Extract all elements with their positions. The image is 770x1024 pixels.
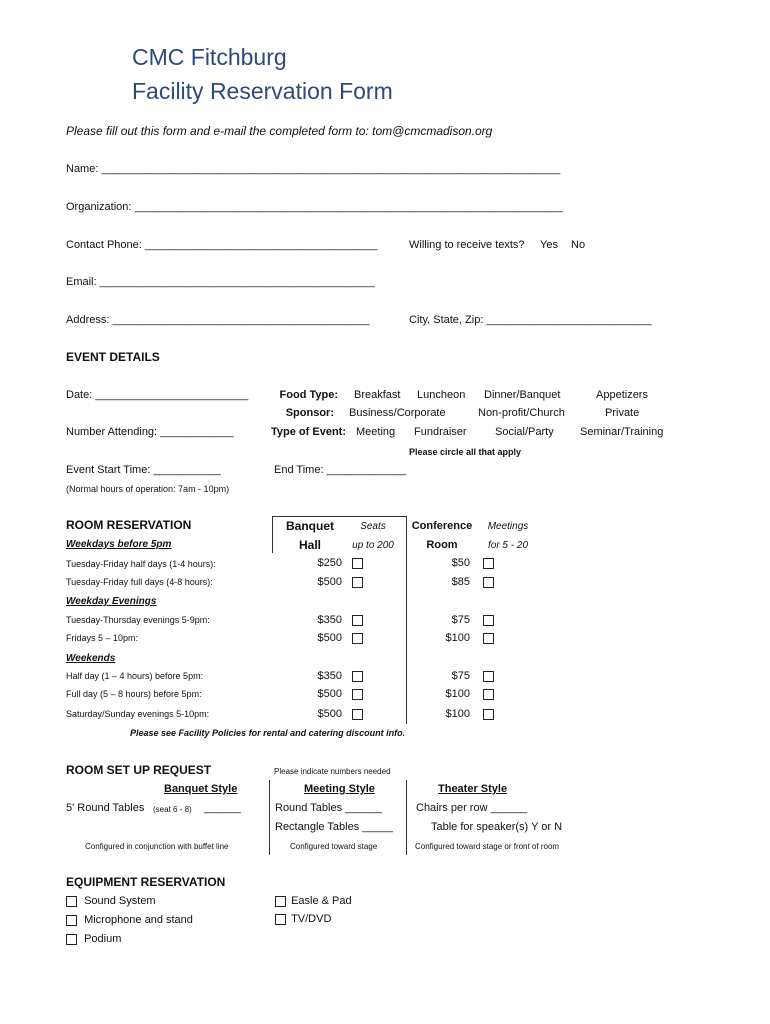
meeting-style-heading: Meeting Style	[304, 783, 375, 795]
banquet-price: $250	[317, 557, 342, 569]
sponsor-option-private[interactable]: Private	[605, 407, 640, 419]
policy-note: Please see Facility Policies for rental and catering discount info.	[130, 728, 406, 738]
rate-row-label: Half day (1 – 4 hours) before 5pm:	[66, 671, 204, 681]
conference-price: $100	[445, 632, 470, 644]
email-field[interactable]: Email: _____________________________________________	[66, 276, 375, 288]
checkbox[interactable]	[66, 915, 77, 926]
form-title: CMC Fitchburg	[132, 44, 287, 70]
conference-checkbox[interactable]	[483, 671, 494, 682]
banquet-price: $500	[317, 708, 342, 720]
conference-price: $75	[451, 670, 470, 682]
banquet-price: $500	[317, 576, 342, 588]
conference-price: $100	[445, 708, 470, 720]
food-type-label: Food Type:	[279, 389, 338, 401]
rate-row-label: Tuesday-Thursday evenings 5-9pm:	[66, 615, 210, 625]
round-tables-label: 5' Round Tables	[66, 802, 145, 814]
type-option-meeting[interactable]: Meeting	[356, 426, 396, 438]
weekdays-heading: Weekdays before 5pm	[66, 539, 172, 550]
setup-divider-right	[406, 780, 407, 855]
theater-config-note: Configured toward stage or front of room	[415, 842, 560, 851]
speaker-table-field[interactable]: Table for speaker(s) Y or N	[431, 821, 563, 833]
equipment-item-sound-system[interactable]	[66, 895, 156, 907]
address-field[interactable]: Address: __________________________________________	[66, 314, 370, 326]
banquet-seats-label-2: up to 200	[352, 540, 394, 551]
equipment-label: TV/DVD	[291, 913, 332, 925]
form-subtitle: Facility Reservation Form	[132, 78, 393, 104]
banquet-checkbox[interactable]	[352, 577, 363, 588]
equipment-label: Sound System	[84, 895, 156, 907]
type-option-social[interactable]: Social/Party	[495, 426, 554, 438]
number-attending-field[interactable]: Number Attending: ____________	[66, 426, 234, 438]
setup-divider-left	[269, 780, 270, 855]
banquet-price: $500	[317, 632, 342, 644]
checkbox[interactable]	[275, 914, 286, 925]
room-setup-heading: ROOM SET UP REQUEST	[66, 763, 212, 777]
banquet-checkbox[interactable]	[352, 671, 363, 682]
checkbox[interactable]	[275, 896, 286, 907]
checkbox[interactable]	[66, 896, 77, 907]
rate-row-label: Fridays 5 – 10pm:	[66, 633, 139, 643]
sponsor-option-nonprofit[interactable]: Non-profit/Church	[478, 407, 565, 419]
type-option-seminar[interactable]: Seminar/Training	[580, 426, 664, 438]
weekday-evenings-heading: Weekday Evenings	[66, 596, 157, 607]
banquet-hall-label-2: Hall	[298, 538, 321, 552]
round-tables-seat-note: (seat 6 - 8)	[153, 805, 192, 814]
equipment-item-microphone[interactable]	[66, 914, 193, 926]
instruction-text: Please fill out this form and e-mail the completed form to: tom@cmcmadison.org	[66, 124, 493, 138]
equipment-label: Podium	[84, 933, 122, 945]
texts-yes-option[interactable]: Yes	[540, 239, 558, 251]
banquet-header-left-rule	[272, 516, 273, 553]
conference-meetings-label-2: for 5 - 20	[487, 540, 529, 551]
equipment-item-podium[interactable]	[66, 933, 121, 945]
banquet-price: $350	[317, 614, 342, 626]
banquet-hall-label-1: Banquet	[286, 519, 334, 533]
equipment-heading: EQUIPMENT RESERVATION	[66, 875, 226, 889]
weekends-heading: Weekends	[66, 653, 116, 664]
meeting-round-tables-field[interactable]: Round Tables ______	[275, 802, 382, 814]
banquet-checkbox[interactable]	[352, 615, 363, 626]
rate-row-label: Tuesday-Friday full days (4-8 hours):	[66, 577, 213, 587]
food-option-breakfast[interactable]: Breakfast	[354, 389, 401, 401]
contact-phone-field[interactable]: Contact Phone: ______________________________________	[66, 239, 378, 251]
conference-meetings-label-1: Meetings	[487, 521, 529, 532]
conference-checkbox[interactable]	[483, 709, 494, 720]
event-type-label: Type of Event:	[271, 426, 346, 438]
conference-room-label-2: Room	[426, 539, 458, 551]
texts-label: Willing to receive texts?	[409, 239, 525, 251]
banquet-checkbox[interactable]	[352, 709, 363, 720]
conference-checkbox[interactable]	[483, 633, 494, 644]
banquet-style-heading: Banquet Style	[164, 783, 238, 795]
equipment-label: Microphone and stand	[84, 914, 193, 926]
rate-row-label: Full day (5 – 8 hours) before 5pm:	[66, 689, 202, 699]
theater-style-heading: Theater Style	[438, 783, 508, 795]
meeting-config-note: Configured toward stage	[290, 842, 378, 851]
equipment-item-tv-dvd[interactable]	[275, 913, 331, 925]
numbers-note: Please indicate numbers needed	[274, 767, 391, 776]
end-time-field[interactable]: End Time: _____________	[274, 464, 407, 476]
banquet-config-note: Configured in conjunction with buffet line	[85, 842, 229, 851]
banquet-seats-label-1: Seats	[360, 521, 386, 532]
name-field[interactable]: Name: ___________________________________________________________________________	[66, 163, 561, 175]
round-tables-quantity-field[interactable]: ______	[204, 802, 241, 814]
city-state-zip-field[interactable]: City, State, Zip: ___________________________	[409, 314, 652, 326]
conference-room-label-1: Conference	[411, 520, 473, 532]
banquet-checkbox[interactable]	[352, 558, 363, 569]
column-divider	[406, 516, 407, 724]
hours-note: (Normal hours of operation: 7am - 10pm)	[66, 484, 230, 494]
banquet-price: $500	[317, 688, 342, 700]
conference-price: $85	[451, 576, 470, 588]
conference-price: $100	[445, 688, 470, 700]
equipment-label: Easle & Pad	[291, 895, 352, 907]
sponsor-label: Sponsor:	[285, 407, 334, 419]
chairs-per-row-field[interactable]: Chairs per row ______	[416, 802, 528, 814]
food-option-luncheon[interactable]: Luncheon	[417, 389, 466, 401]
checkbox[interactable]	[66, 934, 77, 945]
event-details-heading: EVENT DETAILS	[66, 350, 160, 364]
banquet-header-top-rule	[272, 516, 406, 517]
conference-checkbox[interactable]	[483, 577, 494, 588]
circle-note: Please circle all that apply	[409, 447, 522, 457]
type-option-fundraiser[interactable]: Fundraiser	[414, 426, 467, 438]
organization-field[interactable]: Organization: ______________________________________________________________________	[66, 201, 563, 213]
banquet-checkbox[interactable]	[352, 689, 363, 700]
food-option-appetizers[interactable]: Appetizers	[596, 389, 648, 401]
room-reservation-heading: ROOM RESERVATION	[66, 518, 192, 532]
rate-row-label: Saturday/Sunday evenings 5-10pm:	[66, 709, 210, 719]
conference-checkbox[interactable]	[483, 689, 494, 700]
texts-no-option[interactable]: No	[571, 239, 586, 251]
meeting-rectangle-tables-field[interactable]: Rectangle Tables _____	[275, 821, 393, 833]
date-field[interactable]: Date: _________________________	[66, 389, 249, 401]
rate-row-label: Tuesday-Friday half days (1-4 hours):	[66, 559, 216, 569]
event-start-time-field[interactable]: Event Start Time: ___________	[66, 464, 221, 476]
conference-price: $50	[451, 557, 470, 569]
conference-price: $75	[451, 614, 470, 626]
conference-checkbox[interactable]	[483, 558, 494, 569]
sponsor-option-business[interactable]: Business/Corporate	[349, 407, 446, 419]
conference-checkbox[interactable]	[483, 615, 494, 626]
food-option-dinner[interactable]: Dinner/Banquet	[484, 389, 561, 401]
banquet-checkbox[interactable]	[352, 633, 363, 644]
banquet-price: $350	[317, 670, 342, 682]
equipment-item-easle[interactable]	[275, 895, 352, 907]
